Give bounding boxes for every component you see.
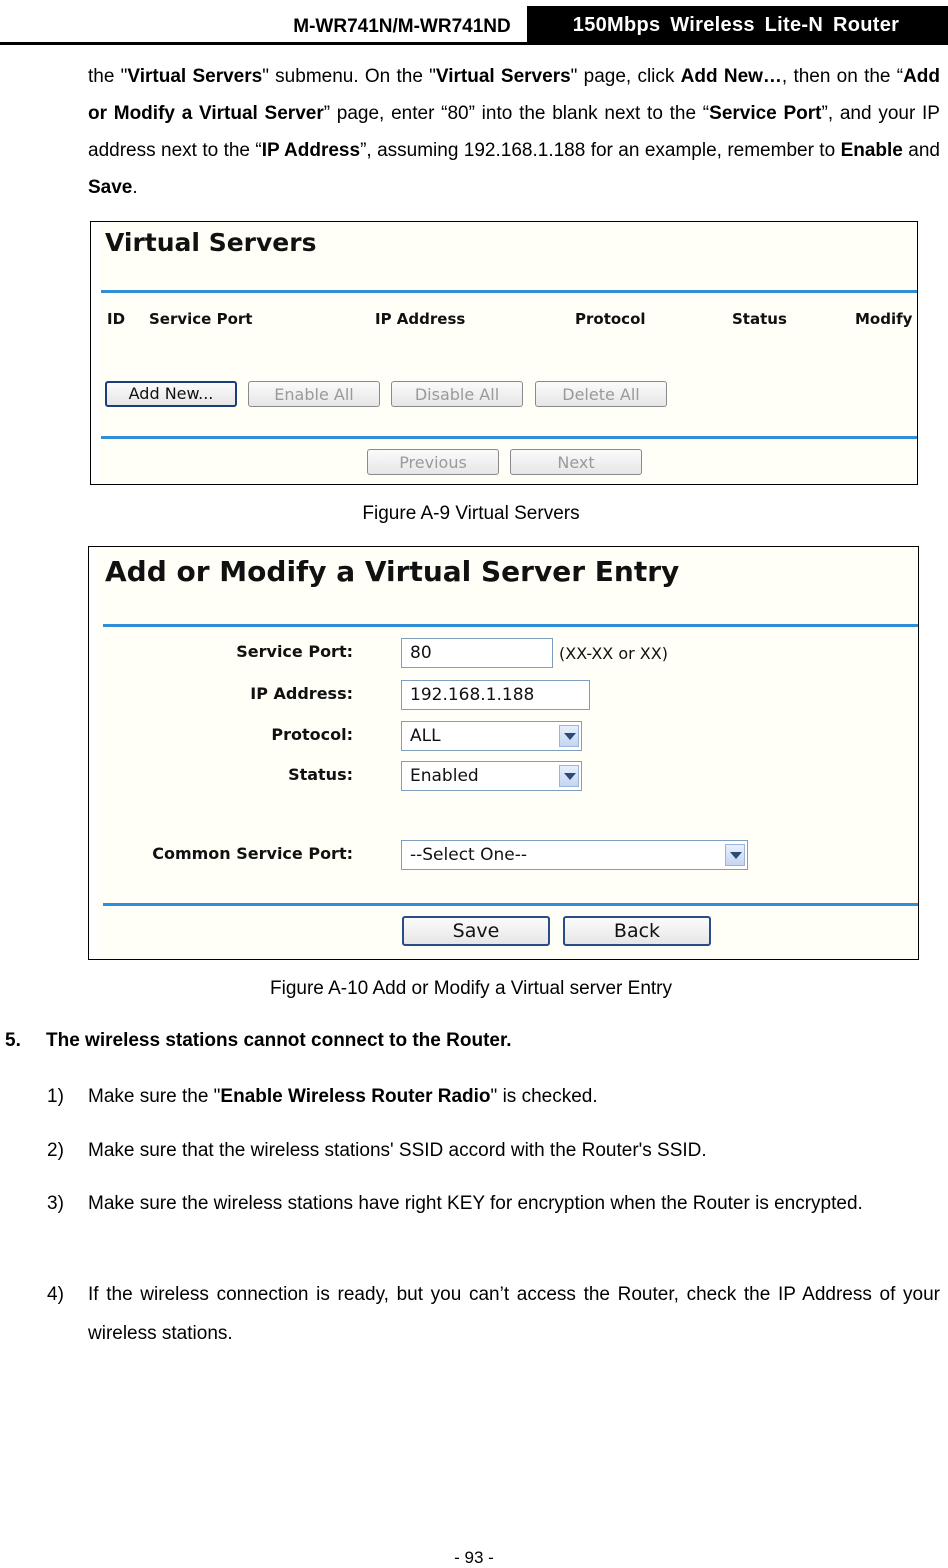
figure-caption: Figure A-9 Virtual Servers [362,503,580,524]
common-service-port-value: --Select One-- [410,845,527,865]
add-new-button[interactable]: Add New... [105,381,237,407]
model-name: M-WR741N/M-WR741ND [293,16,511,37]
page-number: - 93 - [454,1548,494,1567]
product-name: 150Mbps Wireless Lite-N Router [527,6,945,42]
column-header-protocol: Protocol [575,310,646,328]
list-item [47,1131,940,1170]
bottom-rule [103,903,918,906]
add-modify-entry-figure [88,546,919,960]
back-button[interactable]: Back [563,916,711,946]
item-text: Make sure that the wireless stations' SSID accord with the Router's SSID. [88,1140,707,1161]
common-service-port-select[interactable] [401,840,748,870]
figure-title: Add or Modify a Virtual Server Entry [105,555,680,588]
intro-paragraph: the "Virtual Servers" submenu. On the "Virtual Servers" page, click Add New…, then on the “Add or Modify a Virtual Server” page, enter “80” into the blank next to the “Service Port”, and your IP address next to the “IP Address”, assuming 192.168.1.188 for an example, remember to Enable and Save. [88,66,941,198]
status-label: Status: [288,765,353,784]
save-button[interactable]: Save [402,916,550,946]
enable-all-button[interactable]: Enable All [248,381,380,407]
bottom-rule [101,436,917,439]
figure-title: Virtual Servers [105,228,317,257]
column-header-modify: Modify [855,310,913,328]
section-number: 5. [5,1030,21,1051]
item-text: If the wireless connection is ready, but you can’t access the Router, check the IP Address of your wireless stations. [88,1284,940,1344]
status-select[interactable] [401,761,582,791]
list-item [47,1077,940,1116]
disable-all-button[interactable]: Disable All [391,381,523,407]
ip-address-input[interactable]: 192.168.1.188 [401,680,590,710]
service-port-label: Service Port: [236,642,353,661]
protocol-select[interactable] [401,721,582,751]
list-item [47,1184,940,1262]
item-number: 1) [47,1086,64,1107]
title-rule [103,624,918,627]
list-item [47,1275,940,1353]
service-port-hint: (XX-XX or XX) [559,644,668,663]
status-value: Enabled [410,766,479,786]
figure-caption: Figure A-10 Add or Modify a Virtual server Entry [270,978,672,999]
title-rule [101,290,917,293]
ip-address-label: IP Address: [250,684,353,703]
item-text: Make sure the "Enable Wireless Router Radio" is checked. [88,1086,598,1107]
protocol-value: ALL [410,726,441,746]
column-header-id: ID [107,310,126,328]
column-header-ip-address: IP Address [375,310,466,328]
common-service-port-label: Common Service Port: [152,844,353,863]
delete-all-button[interactable]: Delete All [535,381,667,407]
header-rule [0,42,948,45]
chevron-down-icon[interactable] [559,765,579,787]
next-button[interactable]: Next [510,449,642,475]
chevron-down-icon[interactable] [559,725,579,747]
item-number: 3) [47,1193,64,1214]
item-text: Make sure the wireless stations have right KEY for encryption when the Router is encrypted. [88,1193,863,1214]
item-number: 2) [47,1140,64,1161]
service-port-input[interactable]: 80 [401,638,553,668]
previous-button[interactable]: Previous [367,449,499,475]
section-title: The wireless stations cannot connect to the Router. [46,1030,512,1051]
chevron-down-icon[interactable] [725,844,745,866]
virtual-servers-figure [90,221,918,485]
page-header [0,6,948,46]
item-number: 4) [47,1284,64,1305]
protocol-label: Protocol: [271,725,353,744]
column-header-status: Status [732,310,787,328]
column-header-service-port: Service Port [149,310,253,328]
